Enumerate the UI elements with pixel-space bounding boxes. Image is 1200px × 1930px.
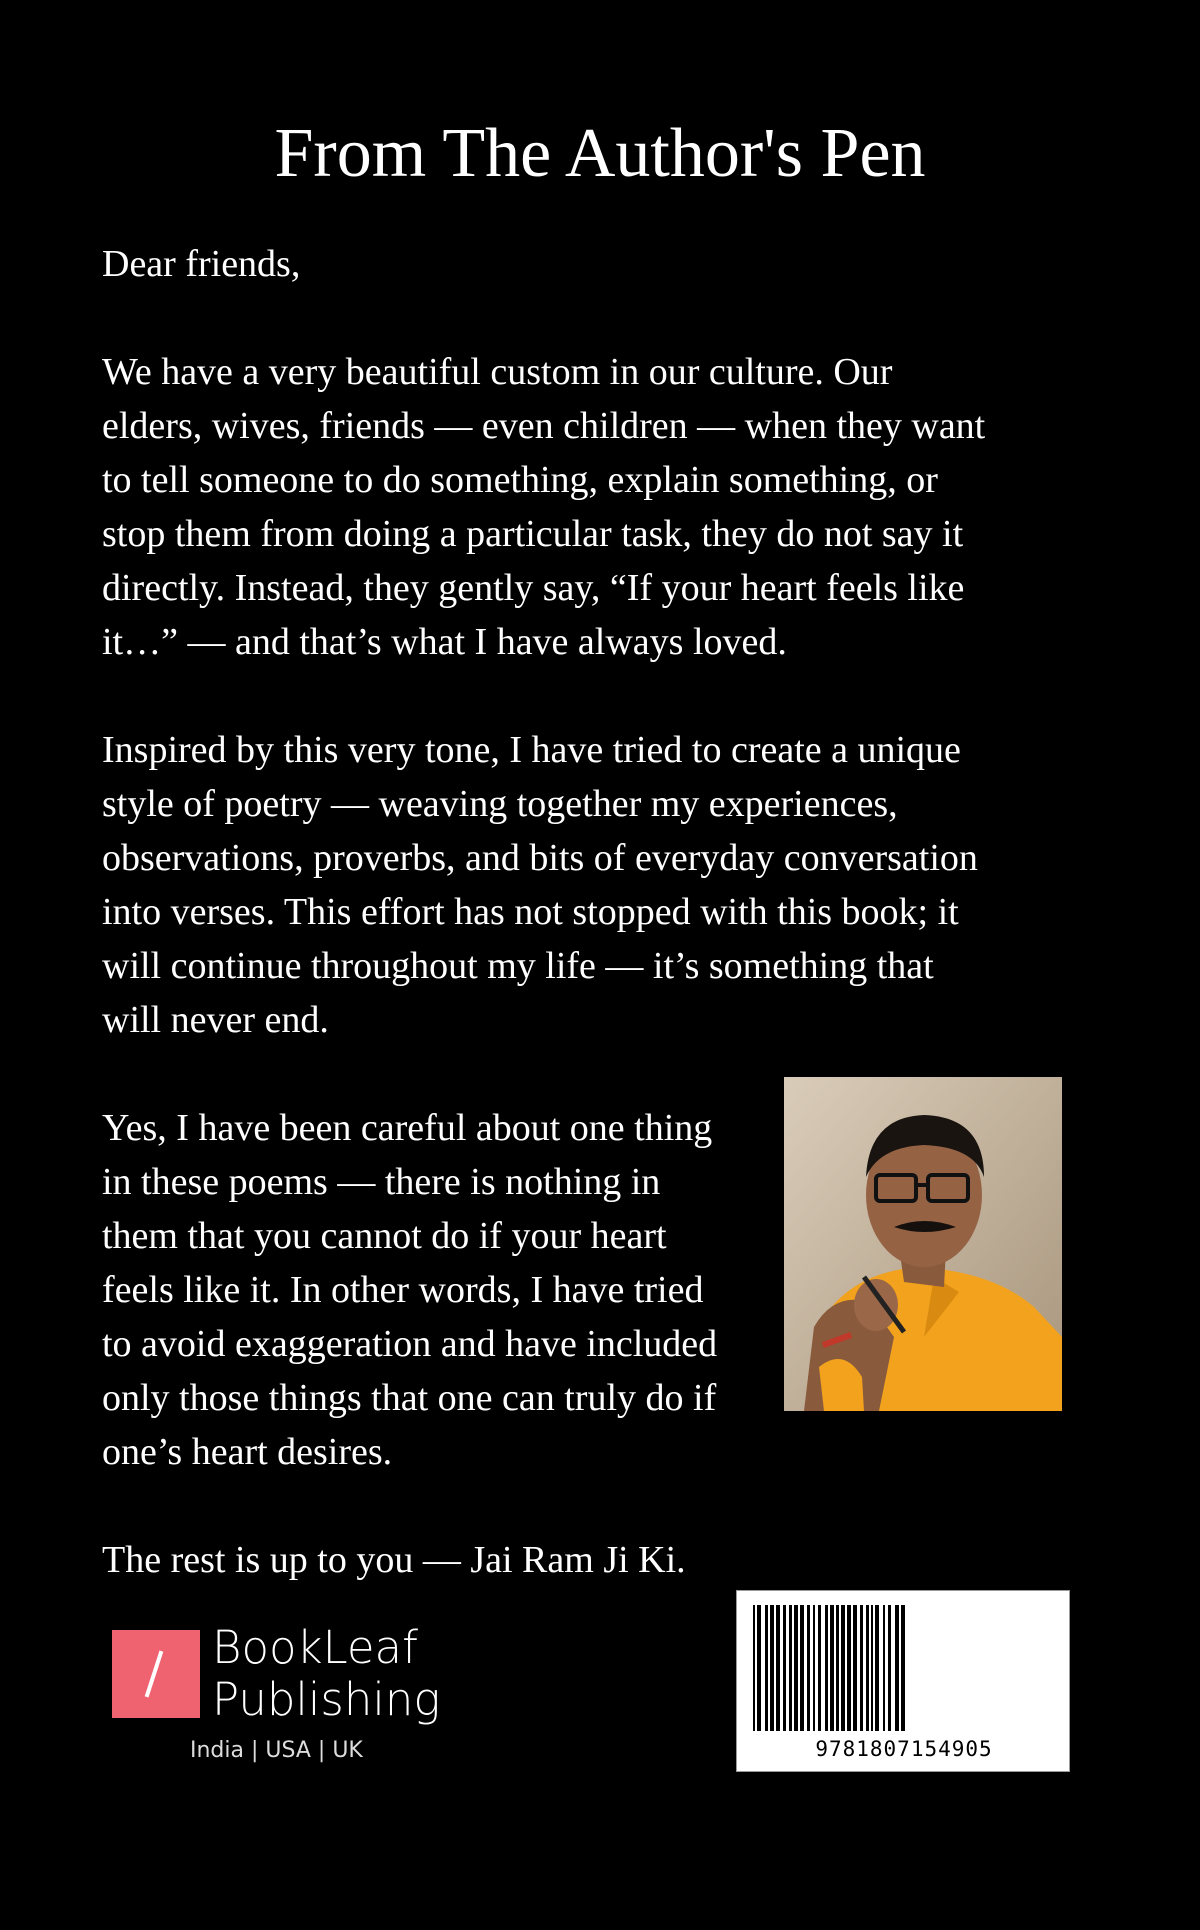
paragraph-line: will continue throughout my life — it’s something that — [102, 945, 934, 987]
barcode-bar — [853, 1605, 857, 1731]
barcode-bar — [895, 1605, 899, 1731]
paragraph-line: We have a very beautiful custom in our culture. Our — [102, 351, 893, 393]
paragraph-line: elders, wives, friends — even children — when they want — [102, 405, 986, 447]
barcode-bar — [765, 1605, 768, 1731]
paragraph-3 — [102, 1101, 717, 1479]
barcode-bar — [818, 1605, 821, 1731]
publisher-name-line1: BookLeaf — [212, 1621, 418, 1674]
publisher-logo — [112, 1621, 441, 1770]
paragraph-line: into verses. This effort has not stopped with this book; it — [102, 891, 959, 933]
paragraph-line: Yes, I have been careful about one thing — [102, 1107, 713, 1149]
slash-icon — [145, 1651, 164, 1698]
paragraph-line: observations, proverbs, and bits of everyday conversation — [102, 837, 978, 879]
paragraph-2 — [102, 723, 978, 1047]
barcode-bar — [866, 1605, 869, 1731]
barcode-bar — [783, 1605, 786, 1731]
paragraph-1 — [102, 345, 985, 669]
isbn-barcode — [736, 1590, 1070, 1772]
barcode-bar — [836, 1605, 839, 1731]
publisher-regions: India | USA | UK — [190, 1738, 363, 1763]
barcode-bar — [776, 1605, 780, 1731]
barcode-bar — [813, 1605, 815, 1731]
barcode-bar — [830, 1605, 834, 1731]
barcode-bar — [860, 1605, 863, 1731]
page-title: From The Author's Pen — [274, 115, 926, 192]
author-photo — [784, 1077, 1062, 1411]
barcode-bar — [753, 1605, 755, 1731]
publisher-name — [212, 1622, 440, 1726]
barcode-bar — [841, 1605, 845, 1731]
paragraph-line: in these poems — there is nothing in — [102, 1161, 661, 1203]
greeting: Dear friends, — [102, 243, 301, 285]
paragraph-line: style of poetry — weaving together my experiences, — [102, 783, 898, 825]
barcode-bar — [847, 1605, 851, 1731]
barcode-bar — [770, 1605, 774, 1731]
paragraph-line: directly. Instead, they gently say, “If your heart feels like — [102, 567, 965, 609]
barcode-bar — [789, 1605, 792, 1731]
publisher-name-line2: Publishing — [212, 1673, 441, 1726]
barcode-bar — [875, 1605, 879, 1731]
barcode-bar — [807, 1605, 810, 1731]
barcode-bar — [825, 1605, 828, 1731]
paragraph-line: it…” — and that’s what I have always loved. — [102, 621, 787, 663]
paragraph-line: will never end. — [102, 999, 329, 1041]
publisher-logo-mark — [112, 1630, 200, 1718]
paragraph-line: only those things that one can truly do if — [102, 1377, 717, 1419]
paragraph-line: feels like it. In other words, I have tried — [102, 1269, 704, 1311]
closing-line: The rest is up to you — Jai Ram Ji Ki. — [102, 1539, 686, 1581]
paragraph-line: Inspired by this very tone, I have tried to create a unique — [102, 729, 961, 771]
barcode-bars — [749, 1605, 1059, 1733]
barcode-bar — [901, 1605, 905, 1731]
paragraph-line: one’s heart desires. — [102, 1431, 393, 1473]
barcode-bar — [794, 1605, 798, 1731]
paragraph-line: them that you cannot do if your heart — [102, 1215, 667, 1257]
paragraph-line: to tell someone to do something, explain something, or — [102, 459, 938, 501]
paragraph-line: stop them from doing a particular task, they do not say it — [102, 513, 964, 555]
barcode-bar — [883, 1605, 885, 1731]
paragraph-line: to avoid exaggeration and have included — [102, 1323, 718, 1365]
isbn-number: 9781807154905 — [815, 1737, 993, 1761]
barcode-bar — [888, 1605, 891, 1731]
barcode-bar — [800, 1605, 804, 1731]
barcode-bar — [757, 1605, 761, 1731]
barcode-bar — [871, 1605, 873, 1731]
